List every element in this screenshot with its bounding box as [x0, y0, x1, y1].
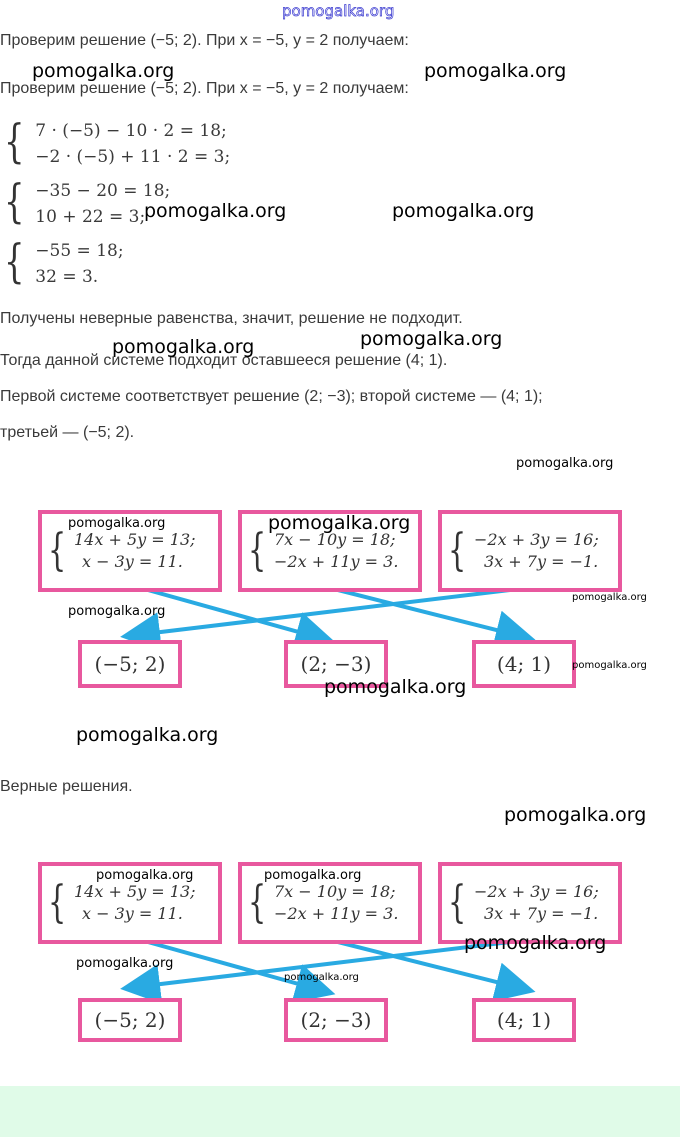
watermark: pomogalka.org: [572, 660, 647, 671]
check-line-1: Проверим решение (−5; 2). При x = −5, y = 2 получаем:: [0, 32, 409, 49]
site-header[interactable]: pomogalka.org: [282, 2, 395, 20]
box2-eq2: −2x + 11y = 3.: [274, 552, 399, 571]
brace-icon: {: [448, 877, 467, 928]
system-3-eq-1: −55 = 18;: [35, 241, 124, 261]
system-2-eq-2: 10 + 22 = 3;: [35, 207, 146, 227]
check-line-2: Проверим решение (−5; 2). При x = −5, y = 2 получаем:: [0, 80, 409, 97]
watermark: pomogalka.org: [96, 868, 194, 883]
watermark: pomogalka.org: [284, 972, 359, 983]
box1-eq1: 14x + 5y = 13;: [74, 882, 196, 901]
brace-icon: {: [4, 114, 25, 168]
box1-eq2: x − 3y = 11.: [82, 552, 183, 571]
watermark: pomogalka.org: [324, 676, 467, 698]
answer-box-3: (4; 1): [472, 998, 576, 1042]
watermark: pomogalka.org: [76, 956, 174, 971]
answer-box-2: (2; −3): [284, 640, 388, 688]
system-2-eq-1: −35 − 20 = 18;: [35, 181, 171, 201]
box2-eq1: 7x − 10y = 18;: [274, 530, 396, 549]
conclusion-text: Получены неверные равенства, значит, решение не подходит.: [0, 310, 463, 327]
watermark: pomogalka.org: [572, 592, 647, 603]
watermark: pomogalka.org: [112, 336, 255, 358]
watermark: pomogalka.org: [392, 200, 535, 222]
arrow-2: [330, 588, 520, 636]
watermark: pomogalka.org: [32, 60, 175, 82]
brace-icon: {: [48, 877, 67, 928]
answer-box-1: (−5; 2): [78, 998, 182, 1042]
box3-eq1: −2x + 3y = 16;: [474, 882, 599, 901]
box3-eq1: −2x + 3y = 16;: [474, 530, 599, 549]
system-1-eq-1: 7 · (−5) − 10 · 2 = 18;: [35, 121, 227, 141]
brace-icon: {: [4, 234, 25, 288]
watermark: pomogalka.org: [264, 868, 362, 883]
box3-eq2: 3x + 7y = −1.: [484, 552, 599, 571]
match-line-2: третьей — (−5; 2).: [0, 424, 135, 441]
brace-icon: {: [248, 525, 267, 576]
brace-icon: {: [448, 525, 467, 576]
watermark: pomogalka.org: [268, 512, 411, 534]
watermark: pomogalka.org: [504, 804, 647, 826]
equation-system-1: [4, 114, 231, 170]
box1-eq2: x − 3y = 11.: [82, 904, 183, 923]
arrow-3: [136, 590, 510, 635]
watermark: pomogalka.org: [76, 724, 219, 746]
watermark: pomogalka.org: [424, 60, 567, 82]
footer-strip: [0, 1086, 680, 1137]
match-line-1: Первой системе соответствует решение (2; −3); второй системе — (4; 1);: [0, 388, 543, 405]
correct-solutions-label: Верные решения.: [0, 778, 133, 795]
answer-box-2: (2; −3): [284, 998, 388, 1042]
watermark: pomogalka.org: [464, 932, 607, 954]
watermark: pomogalka.org: [68, 516, 166, 531]
box2-eq1: 7x − 10y = 18;: [274, 882, 396, 901]
system-3-eq-2: 32 = 3.: [35, 267, 99, 287]
answer-box-3: (4; 1): [472, 640, 576, 688]
system-box-3: [438, 510, 622, 592]
brace-icon: {: [4, 174, 25, 228]
brace-icon: {: [248, 877, 267, 928]
box1-eq1: 14x + 5y = 13;: [74, 530, 196, 549]
box2-eq2: −2x + 11y = 3.: [274, 904, 399, 923]
brace-icon: {: [48, 525, 67, 576]
watermark: pomogalka.org: [144, 200, 287, 222]
watermark: pomogalka.org: [68, 604, 166, 619]
equation-system-3: [4, 234, 124, 290]
system-1-eq-2: −2 · (−5) + 11 · 2 = 3;: [35, 147, 231, 167]
remaining-solution-text: Тогда данной системе подходит оставшееся решение (4; 1).: [0, 352, 448, 369]
watermark: pomogalka.org: [516, 456, 614, 471]
watermark: pomogalka.org: [360, 328, 503, 350]
answer-box-1: (−5; 2): [78, 640, 182, 688]
box3-eq2: 3x + 7y = −1.: [484, 904, 599, 923]
